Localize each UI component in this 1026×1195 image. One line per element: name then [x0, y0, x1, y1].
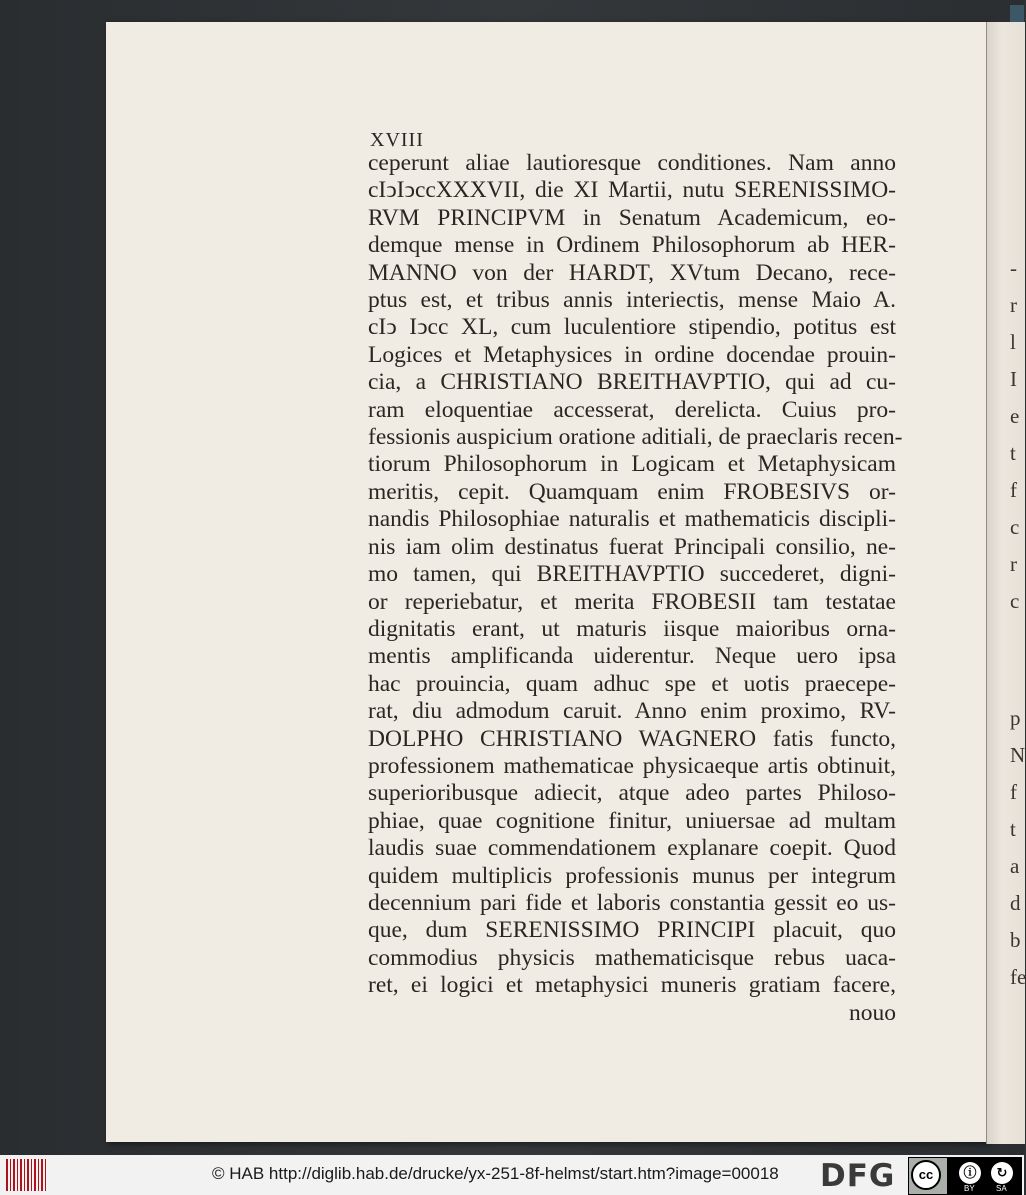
- text-line: mo tamen, qui BREITHAVPTIO succederet, digni-: [368, 561, 896, 588]
- text-line: nis iam olim destinatus fuerat Principali consilio, ne-: [368, 533, 896, 560]
- edge-glyph: e: [1010, 404, 1020, 428]
- text-line: nandis Philosophiae naturalis et mathematicis discipli-: [368, 506, 896, 533]
- adjacent-page-glyphs-lower: [1010, 700, 1024, 996]
- text-line: decennium pari fide et laboris constantia gessit eo us-: [368, 889, 896, 916]
- share-alike-icon: ↻: [991, 1162, 1013, 1184]
- edge-glyph: -: [1010, 256, 1017, 280]
- adjacent-page-glyphs-upper: [1010, 250, 1024, 620]
- edge-glyph: b: [1010, 928, 1021, 952]
- edge-glyph: c: [1010, 515, 1020, 539]
- text-line: fessionis auspicium oratione aditiali, de praeclaris recen-: [368, 424, 903, 451]
- copyright-link[interactable]: © HAB http://diglib.hab.de/drucke/yx-251-8f-helmst/start.htm?image=00018: [212, 1164, 779, 1183]
- text-line: hac prouincia, quam adhuc spe et uotis praecepe-: [368, 670, 896, 697]
- dfg-logo[interactable]: DFG: [820, 1158, 896, 1194]
- edge-glyph: c: [1010, 589, 1020, 613]
- text-line: cIↄ Iↄcc XL, cum luculentiore stipendio, potitus est: [368, 314, 896, 341]
- text-line: commodius physicis mathematicisque rebus uaca-: [368, 944, 896, 971]
- text-line: RVM PRINCIPVM in Senatum Academicum, eo-: [368, 204, 896, 231]
- text-line: DOLPHO CHRISTIANO WAGNERO fatis functo,: [368, 725, 896, 752]
- text-line: mentis amplificanda uiderentur. Neque uero ipsa: [368, 643, 896, 670]
- cc-license-badge[interactable]: [908, 1157, 1022, 1195]
- text-line: professionem mathematicae physicaeque artis obtinuit,: [368, 752, 896, 779]
- text-line: ram eloquentiae accesserat, derelicta. Cuius pro-: [368, 396, 896, 423]
- edge-glyph: d: [1010, 891, 1021, 915]
- license-by-label: BY: [964, 1184, 975, 1193]
- text-line: laudis suae commendationem explanare coepit. Quod: [368, 835, 896, 862]
- edge-glyph: t: [1010, 817, 1016, 841]
- edge-glyph: I: [1010, 367, 1017, 391]
- edge-glyph: fe: [1010, 965, 1026, 989]
- text-line: que, dum SERENISSIMO PRINCIPI placuit, quo: [368, 917, 896, 944]
- attribution-icon: ⓘ: [959, 1162, 981, 1184]
- hab-logo-icon[interactable]: [6, 1159, 46, 1191]
- cc-icon: cc: [911, 1160, 941, 1190]
- text-line: ret, ei logici et metaphysici muneris gratiam facere,: [368, 972, 896, 999]
- text-line: phiae, quae cognitione finitur, uniuersae ad multam: [368, 807, 896, 834]
- edge-glyph: a: [1010, 854, 1020, 878]
- license-sa-label: SA: [996, 1184, 1007, 1193]
- text-line: quidem multiplicis professionis munus per integrum: [368, 862, 896, 889]
- viewer-footer: [0, 1155, 1024, 1195]
- text-line: MANNO von der HARDT, XVtum Decano, rece-: [368, 259, 896, 286]
- edge-glyph: r: [1010, 552, 1017, 576]
- page-text: [368, 150, 903, 1027]
- edge-glyph: t: [1010, 441, 1016, 465]
- license-terms: [947, 1158, 1021, 1194]
- text-line: demque mense in Ordinem Philosophorum ab HER-: [368, 232, 896, 259]
- edge-glyph: f: [1010, 780, 1017, 804]
- page-number: XVIII: [370, 129, 424, 151]
- text-line: or reperiebatur, et merita FROBESII tam testatae: [368, 588, 896, 615]
- text-line: nouo: [849, 999, 896, 1026]
- edge-glyph: p: [1010, 706, 1021, 730]
- text-line: dignitatis erant, ut maturis iisque maioribus orna-: [368, 615, 896, 642]
- edge-glyph: N: [1010, 743, 1026, 767]
- edge-glyph: r: [1010, 293, 1017, 317]
- edge-glyph: f: [1010, 478, 1017, 502]
- text-line: ptus est, et tribus annis interiectis, mense Maio A.: [368, 287, 896, 314]
- text-line: Logices et Metaphysices in ordine docendae prouin-: [368, 341, 896, 368]
- text-line: tiorum Philosophorum in Logicam et Metaphysicam: [368, 451, 896, 478]
- text-line: cia, a CHRISTIANO BREITHAVPTIO, qui ad cu-: [368, 369, 896, 396]
- edge-glyph: l: [1010, 330, 1016, 354]
- text-line: superioribusque adiecit, atque adeo partes Philoso-: [368, 780, 896, 807]
- text-line: meritis, cepit. Quamquam enim FROBESIVS or-: [368, 478, 896, 505]
- text-line: ceperunt aliae lautioresque conditiones. Nam anno: [368, 150, 896, 176]
- text-line: rat, diu admodum caruit. Anno enim proximo, RV-: [368, 698, 896, 725]
- text-line: cIↄIↄccXXXVII, die XI Martii, nutu SERENISSIMO-: [368, 177, 896, 204]
